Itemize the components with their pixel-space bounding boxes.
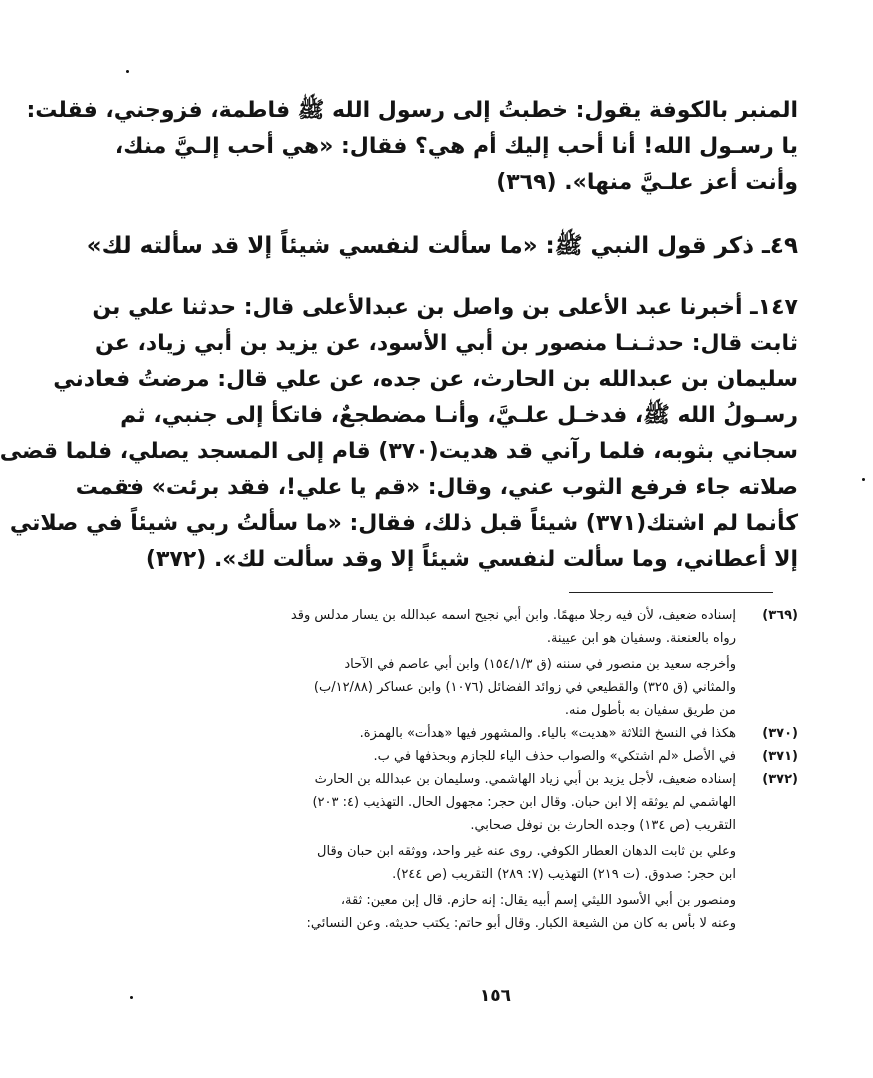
footnote-block [222,745,736,768]
text-line: صلاته جاء فرفع الثوب عني، وقال: «قم يا علي!، فقد برئت» فقمت [75,475,798,500]
footnote-line: رواه بالعنعنة. وسفيان هو ابن عيينة. [546,631,736,646]
text-line: وأنت أعز علـيَّ منها». (٣٦٩) [496,170,798,195]
hadith-paragraph [0,290,798,578]
footnote-line: والمثاني (ق ٣٢٥) والقطيعي في زوائد الفضائل (١٠٧٦) وابن عساكر (١٢/٨٨/ب) [313,680,736,695]
footnote-line: وأخرجه سعيد بن منصور في سننه (ق ١٥٤/١/٣) وابن أبي عاصم في الآحاد [344,657,736,672]
scan-mark [126,70,129,73]
footnote-line: إسناده ضعيف، لأن فيه رجلا مبهمًا. وابن أبي نجيح اسمه عبدالله بن يسار مدلس وقد [290,608,736,623]
footnote-block [222,768,736,837]
footnote-line: وعلي بن ثابت الدهان العطار الكوفي. روى عنه غير واحد، ووثقه ابن حبان وقال [317,844,736,859]
footnote-line: من طريق سفيان به بأطول منه. [564,703,736,718]
footnote [222,604,798,722]
footnote-line: التقريب (ص ١٣٤) وجده الحارث بن نوفل صحابي. [470,818,736,833]
text-line: المنبر بالكوفة يقول: خطبتُ إلى رسول الله ﷺ فاطمة، فزوجني، فقلت: [26,98,798,123]
text-line: ١٤٧ـ أخبرنا عبد الأعلى بن واصل بن عبدالأعلى قال: حدثنا علي بن [92,295,798,320]
section-heading: ٤٩ـ ذكر قول النبي ﷺ: «ما سألت لنفسي شيئاً إلا قد سألته لك» [86,233,798,259]
footnote-separator [569,592,773,593]
footnote [222,722,798,745]
footnote-line: الهاشمي لم يوثقه إلا ابن حبان. وقال ابن حجر: مجهول الحال. التهذيب (٤: ٢٠٣) [312,795,736,810]
page-number: ١٥٦ [479,986,512,1006]
footnote-line: في الأصل «لم اشتكي» والصواب حذف الياء للجازم وبحذفها في ب. [373,749,736,764]
footnote-number: (٣٧٢) [762,772,798,787]
text-line: سليمان بن عبدالله بن الحارث، عن جده، عن علي قال: مرضتُ فعادني [53,367,798,392]
footnote-number: (٣٧٠) [762,726,798,741]
footnote-number: (٣٦٩) [762,608,798,623]
text-line: رسـولُ الله ﷺ، فدخـل علـيَّ، وأنـا مضطجعٌ، فاتكأ إلى جنبي، ثم [120,403,798,428]
footnote-line: هكذا في النسخ الثلاثة «هديت» بالياء. والمشهور فيها «هدأت» بالهمزة. [359,726,736,741]
footnote [222,745,798,768]
footnote-line: ابن حجر: صدوق. (ت ٢١٩) التهذيب (٧: ٢٨٩) التقريب (ص ٢٤٤). [392,867,736,882]
text-line: إلا أعطاني، وما سألت لنفسي شيئاً إلا وقد سألت لك». (٣٧٢) [145,547,798,572]
text-line: ثابت قال: حدثـنـا منصور بن أبي الأسود، عن يزيد بن أبي زياد، عن [94,331,798,356]
footnote [222,768,798,935]
text-line: يا رسـول الله! أنا أحب إليك أم هي؟ فقال: «هي أحب إلـيَّ منك، [114,134,798,159]
footnote-block [222,889,736,935]
scan-mark [862,478,865,481]
footnote-block [222,604,736,650]
opening-paragraph [26,93,798,201]
footnote-block [222,653,736,722]
footnote-block [222,722,736,745]
footnotes [222,604,798,935]
footnote-number: (٣٧١) [762,749,798,764]
text-line: كأنما لم اشتك(٣٧١) شيئاً قبل ذلك، فقال: «ما سألتُ ربي شيئاً في صلاتي [9,511,798,536]
footnote-line: ومنصور بن أبي الأسود الليثي إسم أبيه يقال: إنه حازم. قال إبن معين: ثقة، [340,893,736,908]
text-line: سجاني بثوبه، فلما رآني قد هديت(٣٧٠) قام إلى المسجد يصلي، فلما قضى [0,439,798,464]
footnote-block [222,840,736,886]
footnote-line: وعنه لا بأس به كان من الشيعة الكبار. وقال أبو حاتم: يكتب حديثه. وعن النسائي: [306,916,736,931]
footnote-line: إسناده ضعيف، لأجل يزيد بن أبي زياد الهاشمي. وسليمان بن عبدالله بن الحارث [314,772,736,787]
